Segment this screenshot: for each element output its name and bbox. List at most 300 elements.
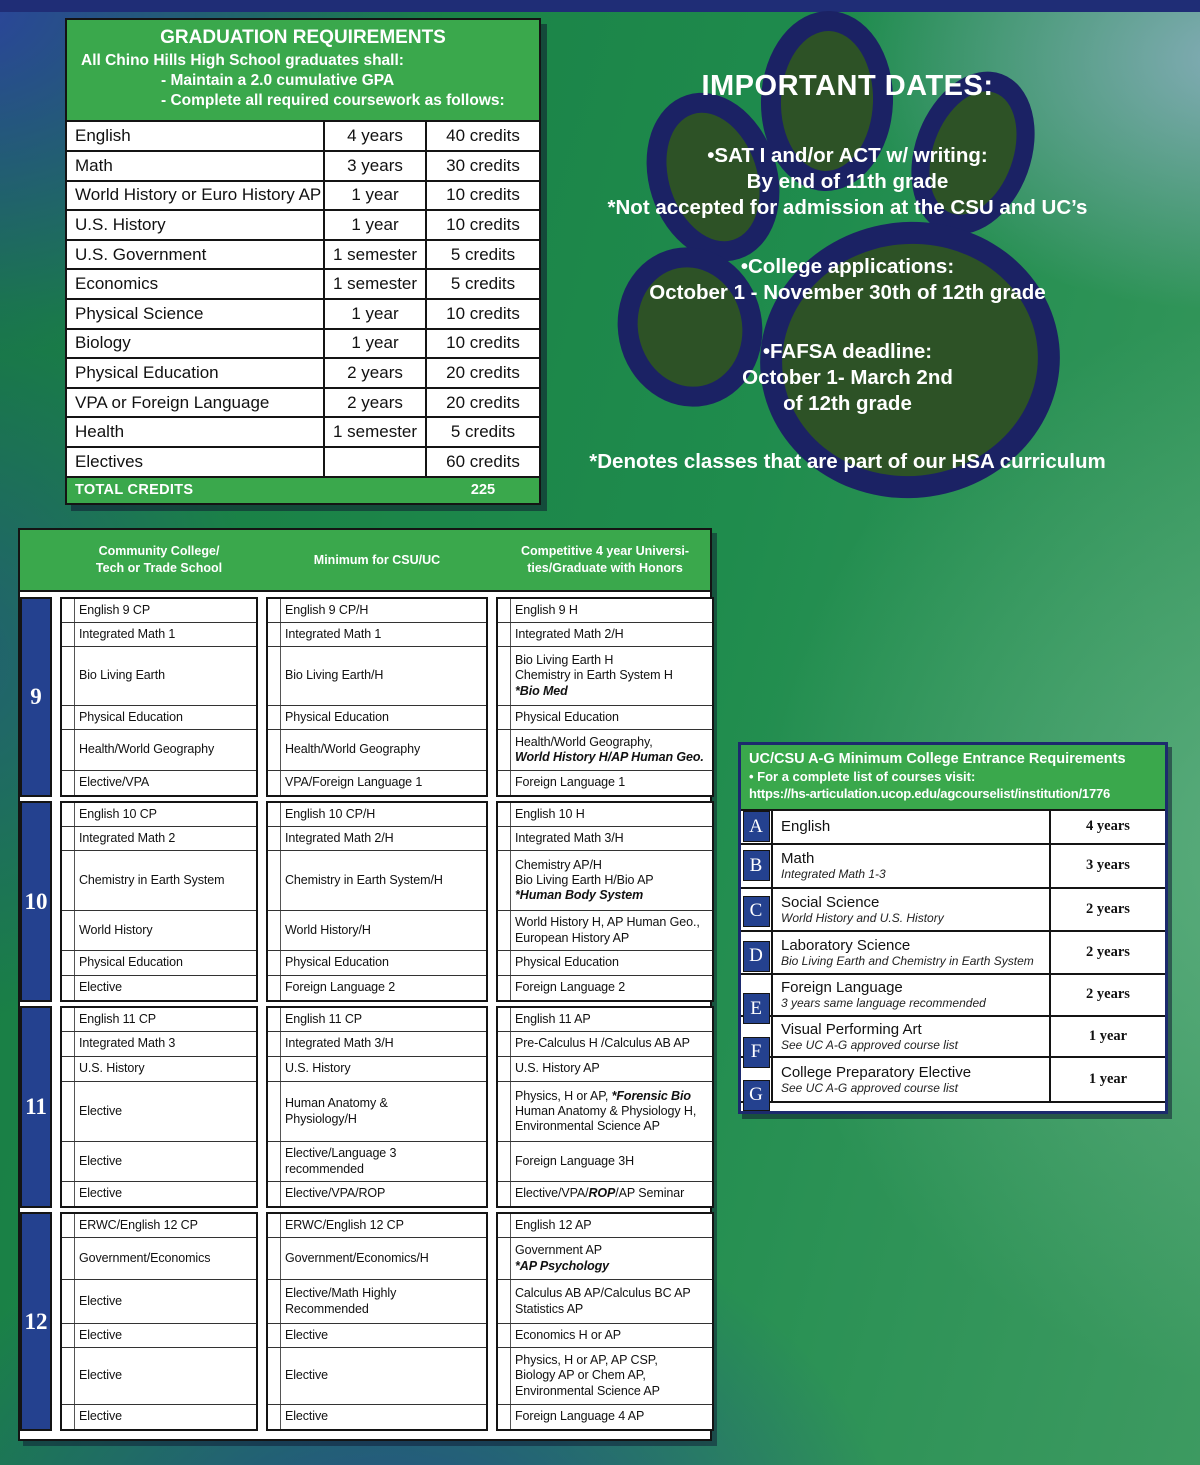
- course-column-1: [60, 597, 258, 797]
- pathways-column-title-1: [60, 543, 258, 577]
- course-row: [62, 827, 256, 851]
- total-credits-label: TOTAL CREDITS: [75, 482, 194, 499]
- course-row: [62, 1082, 256, 1142]
- cell-line: [79, 807, 252, 822]
- course-cell: [511, 1057, 712, 1081]
- cell-line: [79, 955, 252, 970]
- cell-text: Chemistry AP/H: [515, 857, 602, 872]
- spacer-cell: [62, 1324, 75, 1347]
- cell-text: Foreign Language 4 AP: [515, 1409, 645, 1424]
- cell-text: World History H/AP Human Geo.: [515, 750, 704, 764]
- spacer-cell: [268, 1348, 281, 1404]
- course-row: [268, 1032, 486, 1057]
- spacer-cell: [62, 1405, 75, 1429]
- header-line: Minimum for CSU/UC: [313, 552, 441, 567]
- cell-line: [515, 1061, 708, 1076]
- subject-cell: Economics: [67, 270, 325, 298]
- cell-text: Elective: [79, 1327, 122, 1342]
- spacer-cell: [62, 1008, 75, 1031]
- course-row: [268, 827, 486, 851]
- cell-text: Elective: [79, 1103, 122, 1118]
- ag-course-list-url: https://hs-articulation.ucop.edu/agcourselist/institution/1776: [749, 785, 1111, 801]
- cell-line: [285, 603, 482, 618]
- spacer-cell: [498, 771, 511, 795]
- grad-req-row: [67, 359, 539, 389]
- ag-letter-cell: [741, 811, 771, 843]
- course-row: [62, 623, 256, 647]
- cell-line: [515, 627, 708, 642]
- important-dates-block: [565, 143, 1130, 221]
- spacer-cell: [62, 1348, 75, 1404]
- ag-subject-note: 3 years same language recommended: [781, 996, 986, 1011]
- ag-letter-cell: [741, 889, 771, 930]
- course-row: [62, 851, 256, 911]
- course-row: [268, 771, 486, 795]
- graduation-requirements-title: GRADUATION REQUIREMENTS: [160, 27, 446, 48]
- cell-text: Physical Education: [79, 955, 183, 970]
- course-cell: [281, 1182, 486, 1206]
- cell-line: [515, 888, 708, 903]
- important-dates-panel: [565, 58, 1130, 474]
- ag-subject-cell: [771, 811, 1051, 843]
- cell-line: [79, 1294, 252, 1309]
- cell-text: Elective/Math Highly: [285, 1286, 397, 1301]
- cell-line: [79, 1012, 252, 1027]
- grad-req-rows: [67, 122, 539, 477]
- length-cell: 1 semester: [325, 270, 427, 298]
- course-cell: [75, 1324, 256, 1347]
- ag-letter-G: G: [743, 1080, 770, 1111]
- ag-subtitle: • For a complete list of courses visit:: [749, 768, 976, 784]
- course-cell: [511, 1082, 712, 1141]
- course-row: [62, 1142, 256, 1182]
- course-cell: [281, 771, 486, 795]
- ag-title: UC/CSU A-G Minimum College Entrance Requirements: [749, 751, 1126, 767]
- cell-line: [515, 931, 708, 946]
- cell-text: Physical Education: [515, 955, 619, 970]
- cell-text: U.S. History: [79, 1061, 145, 1076]
- spacer-cell: [62, 1032, 75, 1056]
- cell-line: [79, 1154, 252, 1169]
- cell-text: Chemistry in Earth System: [79, 872, 225, 887]
- course-row: [268, 1405, 486, 1429]
- ag-years-cell: 2 years: [1086, 943, 1130, 960]
- course-column-2: [266, 1212, 488, 1431]
- course-cell: [281, 1238, 486, 1279]
- cell-text: Physical Education: [285, 709, 389, 724]
- course-row: [268, 730, 486, 771]
- cell-line: [515, 1302, 708, 1317]
- spacer-cell: [498, 1142, 511, 1181]
- cell-text: ROP: [588, 1186, 616, 1201]
- course-row: [268, 1142, 486, 1182]
- course-cell: [281, 803, 486, 826]
- cell-line: [515, 603, 708, 618]
- course-cell: [281, 1280, 486, 1323]
- course-cell: [511, 1214, 712, 1237]
- spacer-cell: [268, 1008, 281, 1031]
- cell-text: Integrated Math 2/H: [515, 626, 624, 641]
- cell-line: [285, 1218, 482, 1233]
- spacer-cell: [62, 706, 75, 729]
- course-column-3: [496, 1212, 714, 1431]
- ag-subject-title: Social Science: [781, 893, 880, 911]
- credits-cell: 5 credits: [450, 274, 516, 294]
- cell-text: Physical Education: [285, 955, 389, 970]
- course-cell: [511, 1324, 712, 1347]
- cell-line: [515, 955, 708, 970]
- course-cell: [75, 827, 256, 850]
- subject-cell: U.S. History: [67, 211, 325, 239]
- course-row: [268, 623, 486, 647]
- course-column-2: [266, 801, 488, 1002]
- ag-years-cell: 2 years: [1086, 900, 1130, 917]
- subject-cell: Physical Education: [67, 359, 325, 387]
- cell-line: [515, 858, 708, 873]
- cell-line: [285, 955, 482, 970]
- ag-requirements-table: [738, 742, 1168, 1114]
- header-line: Tech or Trade School: [95, 561, 223, 575]
- spacer-cell: [62, 647, 75, 705]
- important-dates-title: IMPORTANT DATES:: [701, 70, 994, 102]
- cell-text: *AP Psychology: [515, 1258, 609, 1273]
- length-cell: [325, 448, 427, 476]
- pathways-column-title-3: [496, 543, 714, 577]
- subject-cell: Electives: [67, 448, 325, 476]
- course-row: [268, 1324, 486, 1348]
- spacer-cell: [498, 911, 511, 950]
- course-row: [498, 1032, 712, 1057]
- spacer-cell: [498, 623, 511, 646]
- spacer-cell: [268, 1082, 281, 1141]
- course-row: [498, 1057, 712, 1082]
- credits-cell: 10 credits: [446, 333, 520, 353]
- spacer-cell: [62, 1082, 75, 1141]
- pathways-table: [18, 528, 712, 1441]
- course-cell: [281, 1405, 486, 1429]
- graduation-intro-line: All Chino Hills High School graduates shall:: [81, 52, 404, 69]
- cell-line: [515, 1384, 708, 1399]
- cell-line: [79, 742, 252, 757]
- header-line: ties/Graduate with Honors: [527, 561, 683, 575]
- course-row: [62, 911, 256, 951]
- course-cell: [75, 1082, 256, 1141]
- subject-cell: U.S. Government: [67, 241, 325, 269]
- cell-text: Government/Economics/H: [285, 1250, 429, 1265]
- cell-line: [515, 1243, 708, 1258]
- course-cell: [281, 1324, 486, 1347]
- course-cell: [511, 951, 712, 975]
- cell-text: Pre-Calculus H /Calculus AB AP: [515, 1036, 690, 1051]
- spacer-cell: [268, 1238, 281, 1279]
- cell-text: Statistics AP: [515, 1301, 584, 1316]
- cell-line: [515, 1036, 708, 1051]
- spacer-cell: [62, 911, 75, 950]
- spacer-cell: [62, 951, 75, 975]
- cell-line: [285, 873, 482, 888]
- cell-line: [285, 831, 482, 846]
- spacer-cell: [62, 1142, 75, 1181]
- course-row: [498, 851, 712, 911]
- course-row: [268, 951, 486, 976]
- spacer-cell: [498, 1324, 511, 1347]
- course-cell: [281, 1214, 486, 1237]
- course-row: [498, 1082, 712, 1142]
- spacer-cell: [62, 771, 75, 795]
- credits-cell: 20 credits: [446, 392, 520, 412]
- course-cell: [75, 730, 256, 770]
- length-cell: 1 year: [325, 300, 427, 328]
- grade-group-11: [20, 1006, 710, 1208]
- cell-line: [285, 1368, 482, 1383]
- ag-subject-title: Visual Performing Art: [781, 1020, 922, 1038]
- ag-years-cell: 1 year: [1088, 1070, 1128, 1087]
- course-cell: [511, 976, 712, 1000]
- cell-line: [285, 1012, 482, 1027]
- cell-line: [79, 1186, 252, 1201]
- ag-subject-note: See UC A-G approved course list: [781, 1080, 958, 1095]
- cell-text: Integrated Math 2: [79, 830, 176, 845]
- cell-line: [285, 710, 482, 725]
- cell-text: Economics H or AP: [515, 1327, 621, 1342]
- course-cell: [281, 1008, 486, 1031]
- cell-text: Physics, H or AP,: [515, 1088, 612, 1103]
- course-row: [62, 647, 256, 706]
- subject-cell: Physical Science: [67, 300, 325, 328]
- course-cell: [281, 1032, 486, 1056]
- cell-text: *Bio Med: [515, 683, 568, 698]
- grad-req-row: [67, 300, 539, 330]
- ag-years-cell: 1 year: [1088, 1027, 1128, 1044]
- course-cell: [511, 803, 712, 826]
- course-row: [268, 599, 486, 623]
- spacer-cell: [268, 851, 281, 910]
- cell-line: [515, 1353, 708, 1368]
- spacer-cell: [268, 599, 281, 622]
- course-cell: [511, 730, 712, 770]
- spacer-cell: [268, 623, 281, 646]
- course-cell: [281, 706, 486, 729]
- course-cell: [511, 706, 712, 729]
- subject-cell: Biology: [67, 330, 325, 358]
- cell-line: [515, 1154, 708, 1169]
- course-cell: [281, 911, 486, 950]
- cell-text: ERWC/English 12 CP: [285, 1217, 404, 1232]
- spacer-cell: [498, 706, 511, 729]
- course-cell: [511, 851, 712, 910]
- cell-text: Calculus AB AP/Calculus BC AP: [515, 1286, 691, 1301]
- spacer-cell: [268, 1214, 281, 1237]
- cell-text: Government/Economics: [79, 1250, 211, 1265]
- course-cell: [511, 1008, 712, 1031]
- cell-line: [285, 1302, 482, 1317]
- ag-subject-note: See UC A-G approved course list: [781, 1037, 958, 1052]
- subject-cell: World History or Euro History AP: [67, 182, 325, 210]
- course-cell: [75, 911, 256, 950]
- important-dates-block: [565, 339, 1130, 417]
- credits-cell: 40 credits: [446, 126, 520, 146]
- course-row: [62, 803, 256, 827]
- spacer-cell: [62, 827, 75, 850]
- cell-line: [515, 775, 708, 790]
- cell-text: Government AP: [515, 1243, 602, 1258]
- cell-line: [515, 1104, 708, 1119]
- cell-line: [285, 775, 482, 790]
- date-line: By end of 11th grade: [746, 170, 949, 193]
- cell-text: Human Anatomy & Physiology H,: [515, 1103, 697, 1118]
- course-row: [268, 976, 486, 1000]
- cell-line: [515, 735, 708, 750]
- date-line: October 1 - November 30th of 12th grade: [649, 281, 1046, 304]
- cell-line: [79, 1328, 252, 1343]
- spacer-cell: [498, 1238, 511, 1279]
- course-cell: [75, 1280, 256, 1323]
- course-cell: [75, 599, 256, 622]
- cell-text: Chemistry in Earth System/H: [285, 872, 443, 887]
- cell-text: Integrated Math 2/H: [285, 830, 394, 845]
- ag-subject-cell: [771, 889, 1051, 930]
- grad-req-row: [67, 389, 539, 419]
- course-cell: [511, 1182, 712, 1206]
- course-row: [498, 1324, 712, 1348]
- cell-line: [285, 668, 482, 683]
- spacer-cell: [268, 1057, 281, 1081]
- spacer-cell: [498, 1214, 511, 1237]
- course-cell: [75, 1214, 256, 1237]
- credits-cell: 5 credits: [450, 422, 516, 442]
- date-line: •FAFSA deadline:: [762, 340, 933, 363]
- cell-text: Integrated Math 3/H: [515, 830, 624, 845]
- course-row: [62, 1324, 256, 1348]
- cell-line: [79, 710, 252, 725]
- course-cell: [281, 599, 486, 622]
- header-line: Community College/: [98, 544, 220, 559]
- cell-text: Elective/VPA: [79, 775, 150, 790]
- cell-line: [515, 1186, 708, 1201]
- ag-row-C: [741, 889, 1165, 932]
- cell-line: [515, 1089, 708, 1104]
- total-credits-value: 225: [470, 482, 496, 499]
- course-row: [498, 951, 712, 976]
- course-cell: [75, 647, 256, 705]
- cell-line: [285, 1112, 482, 1127]
- course-row: [268, 851, 486, 911]
- course-cell: [281, 951, 486, 975]
- spacer-cell: [62, 976, 75, 1000]
- course-cell: [511, 623, 712, 646]
- spacer-cell: [498, 1057, 511, 1081]
- credits-cell: 60 credits: [446, 451, 520, 471]
- course-row: [268, 1214, 486, 1238]
- cell-line: [515, 750, 708, 765]
- cell-line: [285, 1286, 482, 1301]
- cell-line: [515, 1286, 708, 1301]
- course-row: [498, 1008, 712, 1032]
- credits-cell: 5 credits: [450, 244, 516, 264]
- cell-line: [79, 1409, 252, 1424]
- cell-line: [515, 710, 708, 725]
- cell-text: English 11 CP: [285, 1011, 362, 1026]
- course-row: [268, 1280, 486, 1324]
- cell-text: Elective: [285, 1327, 328, 1342]
- cell-text: Biology AP or Chem AP,: [515, 1368, 646, 1383]
- ag-row-F: [741, 1017, 1165, 1063]
- cell-line: [79, 1218, 252, 1233]
- cell-text: Bio Living Earth H/Bio AP: [515, 872, 654, 887]
- course-row: [268, 1182, 486, 1206]
- cell-text: U.S. History: [285, 1061, 351, 1076]
- cell-line: [285, 1328, 482, 1343]
- cell-text: World History/H: [285, 922, 371, 937]
- course-cell: [75, 623, 256, 646]
- spacer-cell: [268, 1032, 281, 1056]
- grad-req-row: [67, 152, 539, 182]
- spacer-cell: [62, 1280, 75, 1323]
- cell-line: [515, 980, 708, 995]
- course-cell: [281, 647, 486, 705]
- cell-text: English 9 CP/H: [285, 602, 369, 617]
- course-row: [268, 1238, 486, 1280]
- course-column-2: [266, 597, 488, 797]
- spacer-cell: [498, 951, 511, 975]
- grad-req-row: [67, 122, 539, 152]
- course-row: [268, 1082, 486, 1142]
- cell-line: [515, 1409, 708, 1424]
- cell-line: [79, 923, 252, 938]
- course-column-3: [496, 597, 714, 797]
- cell-line: [515, 684, 708, 699]
- course-row: [268, 1008, 486, 1032]
- course-cell: [75, 1032, 256, 1056]
- cell-line: [79, 831, 252, 846]
- spacer-cell: [268, 647, 281, 705]
- grad-req-row: [67, 182, 539, 212]
- course-cell: [75, 1348, 256, 1404]
- course-cell: [511, 1280, 712, 1323]
- cell-line: [285, 742, 482, 757]
- cell-text: Elective/VPA/ROP: [285, 1186, 386, 1201]
- cell-line: [285, 807, 482, 822]
- cell-line: [515, 831, 708, 846]
- course-cell: [281, 976, 486, 1000]
- cell-text: Integrated Math 3: [79, 1036, 176, 1051]
- cell-line: [515, 1328, 708, 1343]
- cell-text: Bio Living Earth/H: [285, 668, 384, 683]
- credits-cell: 10 credits: [446, 185, 520, 205]
- cell-line: [79, 775, 252, 790]
- credits-cell: 20 credits: [446, 362, 520, 382]
- course-cell: [75, 951, 256, 975]
- cell-text: Elective: [285, 1409, 328, 1424]
- course-row: [62, 1057, 256, 1082]
- ag-letter-cell: [741, 845, 771, 887]
- cell-text: Elective: [79, 1293, 122, 1308]
- cell-text: Foreign Language 3H: [515, 1153, 635, 1168]
- cell-text: Elective/Language 3: [285, 1146, 397, 1161]
- spacer-cell: [498, 1082, 511, 1141]
- cell-text: Foreign Language 2: [515, 980, 626, 995]
- important-dates-blocks: [565, 143, 1130, 417]
- spacer-cell: [268, 1182, 281, 1206]
- header-line: Competitive 4 year Universi-: [520, 544, 690, 559]
- ag-subject-title: College Preparatory Elective: [781, 1063, 972, 1081]
- spacer-cell: [498, 1182, 511, 1206]
- spacer-cell: [498, 599, 511, 622]
- cell-text: English 12 AP: [515, 1217, 592, 1232]
- date-line: •SAT I and/or ACT w/ writing:: [707, 144, 988, 167]
- cell-text: Physiology/H: [285, 1111, 357, 1126]
- cell-line: [515, 1368, 708, 1383]
